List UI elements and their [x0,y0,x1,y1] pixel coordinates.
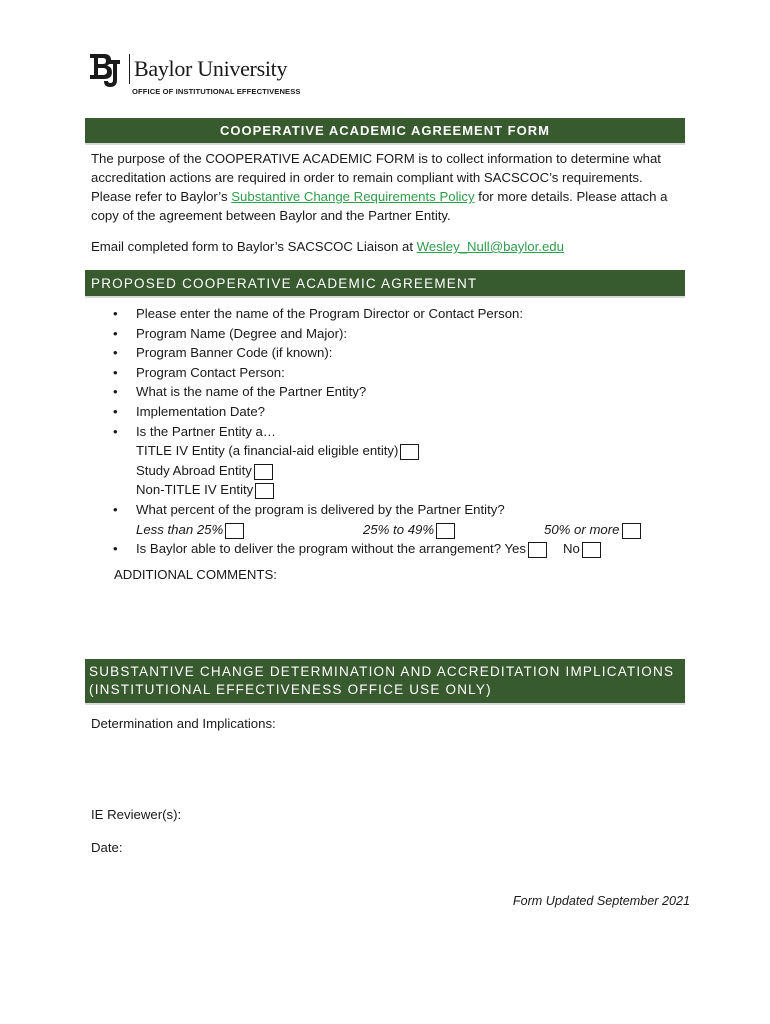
question-baylor-deliver: Is Baylor able to deliver the program without the arrangement? Yes [136,541,526,557]
date-label: Date: [91,840,123,855]
question-list [113,304,673,559]
list-item [113,500,673,520]
option-label: Less than 25% [136,521,224,537]
question-banner-code: Program Banner Code (if known): [136,345,333,361]
no-label: No [563,541,580,557]
determination-label: Determination and Implications: [91,716,276,731]
study-abroad-checkbox[interactable] [254,464,273,480]
logo-divider [129,54,130,84]
bullet: • [113,501,118,517]
intro-paragraph [91,149,681,225]
section-proposed-title: PROPOSED COOPERATIVE ACADEMIC AGREEMENT [91,276,478,291]
question-contact-person: Program Contact Person: [136,364,285,380]
email-link[interactable]: Wesley_Null@baylor.edu [416,239,564,254]
less-than-25-checkbox[interactable] [225,523,244,539]
question-percent-delivered: What percent of the program is delivered by the Partner Entity? [136,501,505,517]
question-entity-type: Is the Partner Entity a… [136,423,276,439]
question-director: Please enter the name of the Program Director or Contact Person: [136,306,524,321]
list-item [113,324,673,344]
entity-option-title-iv [113,441,673,461]
bullet: • [113,403,118,419]
email-text: Email completed form to Baylor’s SACSCOC Liaison at [91,239,417,254]
intro-text-end: for more details. Please attach a copy of the agreement between Baylor and the Partner Entity. [91,189,668,223]
bullet: • [113,384,118,400]
bullet: • [113,364,118,380]
form-title-bar [85,118,685,145]
bullet: • [113,325,118,341]
no-checkbox[interactable] [582,542,601,558]
list-item [113,343,673,363]
25-to-49-checkbox[interactable] [436,523,455,539]
option-label: Study Abroad Entity [136,462,252,478]
baylor-bu-interlock-icon [88,52,122,88]
option-label: TITLE IV Entity (a financial-aid eligible entity) [136,443,399,459]
bullet: • [113,345,118,361]
baylor-logo [88,52,301,98]
bullet: • [113,423,118,439]
form-title: COOPERATIVE ACADEMIC AGREEMENT FORM [220,123,550,138]
50-or-more-checkbox[interactable] [622,523,641,539]
university-name: Baylor University [134,56,288,81]
section-determination-bar [85,659,685,705]
question-partner-entity: What is the name of the Partner Entity? [136,384,367,400]
title-iv-checkbox[interactable] [400,444,419,460]
entity-option-non-title-iv [113,480,673,500]
section-proposed-bar [85,270,685,298]
bullet: • [113,541,118,557]
list-item [113,422,673,442]
list-item [113,382,673,402]
entity-option-study-abroad [113,461,673,481]
office-name: OFFICE OF INSTITUTIONAL EFFECTIVENESS [132,87,301,96]
list-item [113,363,673,383]
option-label: 50% or more [544,521,620,537]
email-line [91,237,681,256]
non-title-iv-checkbox[interactable] [255,483,274,499]
bullet: • [113,306,118,321]
option-label: 25% to 49% [363,521,435,537]
policy-link[interactable]: Substantive Change Requirements Policy [231,189,475,204]
list-item [113,402,673,422]
question-program-name: Program Name (Degree and Major): [136,325,348,341]
yes-checkbox[interactable] [528,542,547,558]
question-implementation-date: Implementation Date? [136,403,266,419]
list-item [113,304,673,324]
reviewers-label: IE Reviewer(s): [91,807,182,822]
list-item [113,539,673,559]
percent-options [113,520,673,540]
option-label: Non-TITLE IV Entity [136,482,254,498]
additional-comments-label: ADDITIONAL COMMENTS: [114,567,277,582]
intro-text: The purpose of the COOPERATIVE ACADEMIC FORM is to collect information to determine what accreditation actions are required in order to remain compliant with SACSCOC’s requirements. Please refer to Baylor’s [91,151,661,204]
section-determination-subtitle: (INSTITUTIONAL EFFECTIVENESS OFFICE USE ONLY) [89,682,492,697]
section-determination-title: SUBSTANTIVE CHANGE DETERMINATION AND ACCREDITATION IMPLICATIONS [89,664,675,679]
form-updated-note: Form Updated September 2021 [512,894,690,908]
